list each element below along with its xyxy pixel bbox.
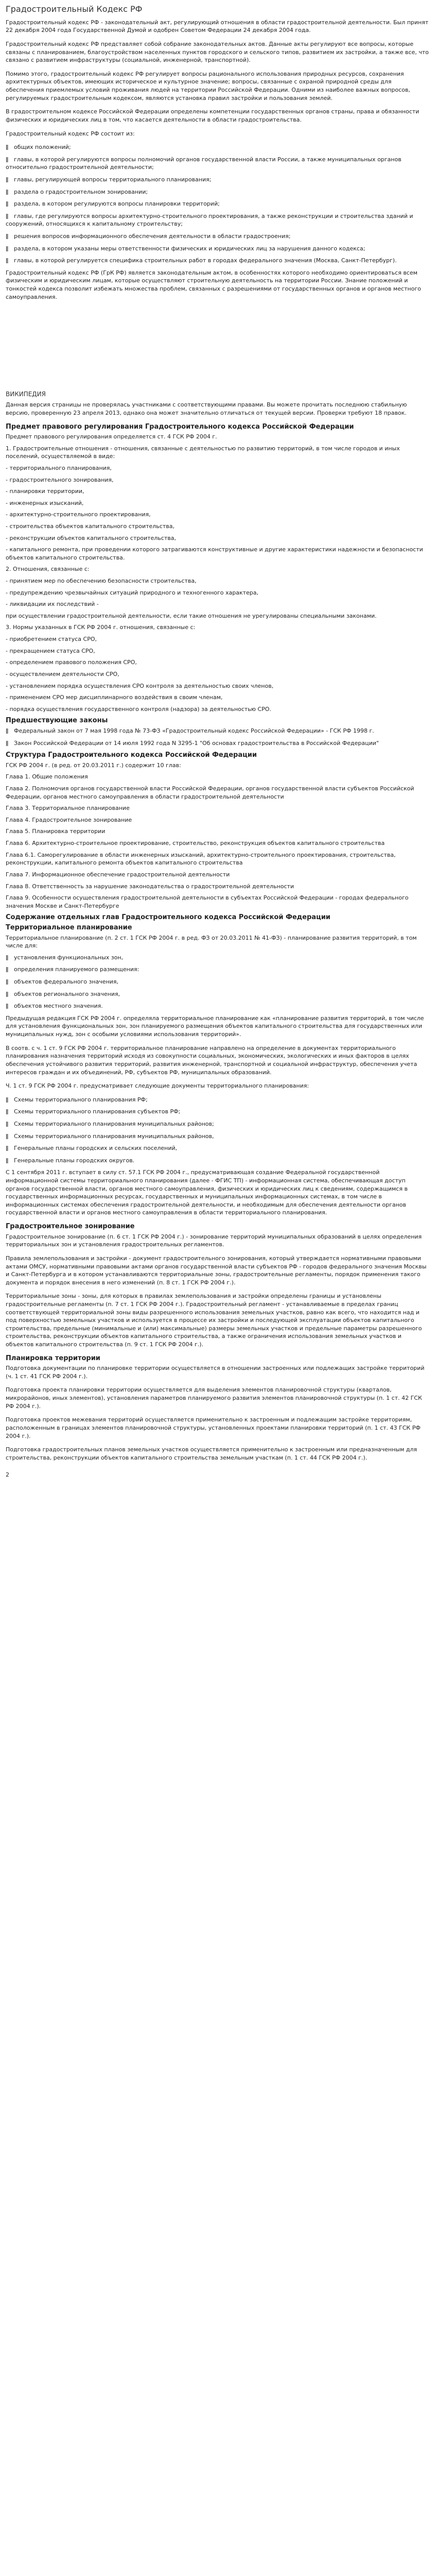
chapter-item: Глава 9. Особенности осуществления градостроительной деятельности в субъектах Российской Федерации - городах федерального значения Москве и Санкт-Петербурге [6,894,409,909]
subject-line: - принятием мер по обеспечению безопасности строительства, [6,578,197,585]
bullet-marker-icon: ǁ [6,727,9,734]
subject-line: - определением правового положения СРО, [6,659,137,666]
planning-heading: Планировка территории [6,1354,100,1362]
chapter-item: Глава 8. Ответственность за нарушение законодательства о градостроительной деятельности [6,883,294,890]
page-number: 2 [6,1471,9,1479]
blank-gap [6,307,430,388]
subject-line: - ликвидации их последствий - [6,601,99,608]
bullet-marker-icon: ǁ [6,978,9,986]
list-item: ǁ раздела, в котором указаны меры ответственности физических и юридических лиц за нарушения данного кодекса; [6,245,365,252]
structure-intro: ГСК РФ 2004 г. (в ред. от 20.03.2011 г.) содержит 10 глав: [6,761,181,769]
list-item: ǁ Схемы территориального планирования РФ; [6,1096,148,1103]
subject-line: - строительства объектов капитального строительства, [6,523,175,530]
bullet-marker-icon: ǁ [6,232,9,240]
list-item: ǁ Схемы территориального планирования субъектов РФ; [6,1108,181,1115]
intro-paragraph: Градостроительный кодекс РФ - законодательный акт, регулирующий отношения в области градостроительной деятельности. Был принят 22 декабря 2004 года Государственной Думой и одобрен Советом Федерации 24 декабря 2004 года. [6,19,429,34]
subject-line: - осуществлением деятельности СРО, [6,670,119,677]
list-item: ǁ Закон Российской Федерации от 14 июля 1992 года N 3295-1 "Об основах градостроительства в Российской Федерации" [6,739,379,747]
list-item: ǁ объектов местного значения. [6,1003,103,1010]
planning-paragraph: Подготовка документации по планировке территории осуществляется в отношении застроенных или подлежащих застройке территорий (ч. 1 ст. 41 ГСК РФ 2004 г.). [6,1365,425,1380]
page-title: Градостроительный Кодекс РФ [6,4,143,14]
intro-paragraph: Градостроительный кодекс РФ состоит из: [6,130,135,137]
subject-line: - предупреждению чрезвычайных ситуаций природного и техногенного характера, [6,589,259,596]
bullet-marker-icon: ǁ [6,739,9,747]
subject-line: 2. Отношения, связанные с: [6,566,90,573]
list-item: ǁ раздела о градостроительном зонировании; [6,188,148,195]
list-item: ǁ главы, где регулируются вопросы архитектурно-строительного проектирования, а также реконструкции и строительства зданий и сооружений, относящихся к капитальному строительству; [6,212,413,228]
bullet-marker-icon: ǁ [6,245,9,252]
bullet-marker-icon: ǁ [6,257,9,264]
bullet-marker-icon: ǁ [6,1108,9,1115]
list-item: ǁ главы, в которой регулируются вопросы полномочий органов государственной власти России, а также муниципальных органов относительно градостроительной деятельности; [6,156,402,171]
zoning-paragraph: Правила землепользования и застройки - документ градостроительного зонирования, который утверждается нормативными правовыми актами ОМСУ, нормативными правовыми актами органов государственной власти субъектов РФ - городов федерального значения Москвы и Санкт-Петербурга и в котором устанавливаются территориальные зоны, градостроительные регламенты, порядок применения такого документа и порядок внесения в него изменений (п. 8 ст. 1 ГСК РФ 2004 г.). [6,1255,427,1286]
chapter-item: Глава 5. Планировка территории [6,828,106,835]
tp-list [6,954,430,1010]
bullet-marker-icon: ǁ [6,1145,9,1152]
intro-paragraph: Помимо этого, градостроительный кодекс РФ регулирует вопросы рационального использования природных ресурсов, сохранения архитектурных объектов, имеющих историческое и культурное значение; вопросы, связанные с охраной природной среды для обеспечения приемлемых условий проживания людей на территории Российской Федерации. Одними из наиболее важных вопросов, регулируемых градостроительным кодексом, являются установка правил застройки и пользования землей. [6,70,410,101]
chapter-item: Глава 2. Полномочия органов государственной власти Российской Федерации, органов государственной власти субъектов Российской Федерации, органов местного самоуправления в области градостроительной деятельности [6,785,414,800]
tp-intro: Территориальное планирование (п. 2 ст. 1 ГСК РФ 2004 г. в ред. ФЗ от 20.03.2011 № 41-ФЗ) - планирование развития территорий, в том числе для: [6,934,417,950]
summary-paragraph: Градостроительный кодекс РФ (ГрК РФ) является законодательным актом, в особенностях которого необходимо ориентироваться всем физическим и юридическим лицам, которые осуществляют строительную деятельность на территории России. Знание положений и тонкостей кодекса позволит избежать множества проблем, связанных с разрешениями от государственных органов и органов местного самоуправления. [6,269,421,300]
intro-section [6,19,430,138]
subject-line: - инженерных изысканий, [6,499,84,506]
tp-docs-list [6,1096,430,1165]
subject-line: - архитектурно-строительного проектирования, [6,511,151,518]
tp-paragraph: В соотв. с ч. 1 ст. 9 ГСК РФ 2004 г. территориальное планирование направлено на определение в документах территориального планирования назначения территорий исходя из совокупности социальных, экономических, экологических и иных факторов в целях обеспечения устойчивого развития территорий, развития инженерной, транспортной и социальной инфраструктур, обеспечения учета интересов граждан и их объединений, РФ, субъектов РФ, муниципальных образований. [6,1044,417,1076]
territorial-planning-heading: Территориальное планирование [6,923,132,931]
list-item: ǁ определения планируемого размещения: [6,966,139,973]
bullet-marker-icon: ǁ [6,966,9,973]
wiki-label: ВИКИПЕДИЯ [6,391,46,398]
subject-list [6,433,430,713]
planning-paragraph: Подготовка проектов межевания территорий осуществляется применительно к застроенным и подлежащим застройке территориям, расположенным в границах элементов планировочной структуры, установленных проектами планировки территорий (п. 1 ст. 43 ГСК РФ 2004 г.). [6,1416,421,1439]
list-item: ǁ Схемы территориального планирования муниципальных районов; [6,1120,214,1127]
subject-line: - установлением порядка осуществления СРО контроля за деятельностью своих членов, [6,682,274,689]
list-item: ǁ главы, в которой регулируется специфика строительных работ в городах федерального значения (Москва, Санкт-Петербург). [6,257,397,264]
subject-line: - планировки территории, [6,488,84,495]
list-item: ǁ главы, регулирующей вопросы территориального планирования; [6,176,212,183]
bullet-marker-icon: ǁ [6,1132,9,1140]
zoning-heading: Градостроительное зонирование [6,1223,135,1231]
planning-paragraph: Подготовка проекта планировки территории осуществляется для выделения элементов планировочной структуры (кварталов, микрорайонов, иных элементов), установления параметров планируемого развития элементов планировочной структуры (п. 1 ст. 42 ГСК РФ 2004 г.). [6,1386,422,1410]
tp-after-paragraph: С 1 сентября 2011 г. вступает в силу ст. 57.1 ГСК РФ 2004 г., предусматривающая создание Федеральной государственной информационной системы территориального планирования (далее - ФГИС ТП) - информационная система, обеспечивающая доступ органов государственной власти, органов местного самоуправления, физических и юридических лиц к сведениям, содержащимся в государственных информационных ресурсах, государственных и муниципальных информационных системах, в том числе в информационных системах обеспечения градостроительной деятельности, и необходимым для обеспечения деятельности органов государственной власти и органов местного самоуправления в области территориального планирования. [6,1169,408,1216]
chapter-item: Глава 6.1. Саморегулирование в области инженерных изысканий, архитектурно-строительного проектирования, строительства, реконструкции, капитального ремонта объектов капитального строительства [6,851,396,867]
content-heading: Содержание отдельных глав Градостроительного кодекса Российской Федерации [6,913,330,922]
subject-line: 1. Градостроительные отношения - отношения, связанные с деятельностью по развитию территорий, в том числе городов и иных поселений, осуществляемой в виде: [6,445,400,460]
chapters-list [6,773,430,910]
subject-line: - капитального ремонта, при проведении которого затрагиваются конструктивные и другие характеристики надежности и безопасности объектов капитального строительства. [6,546,423,561]
subject-line: - реконструкции объектов капитального строительства, [6,534,176,541]
bullet-marker-icon: ǁ [6,990,9,997]
list-item: ǁ объектов федерального значения, [6,978,119,986]
list-item: ǁ объектов регионального значения, [6,990,120,997]
previous-laws-list [6,727,430,747]
subject-line: при осуществлении градостроительной деятельности, если такие отношения не урегулированы специальными законами. [6,612,377,619]
planning-paragraph: Подготовка градостроительных планов земельных участков осуществляется применительно к застроенным или предназначенным для строительства, реконструкции объектов капитального строительства земельным участкам (п. 1 ст. 44 ГСК РФ 2004 г.). [6,1446,417,1461]
list-item: ǁ Генеральные планы городских округов. [6,1157,135,1164]
bullet-marker-icon: ǁ [6,1003,9,1010]
subject-line: - территориального планирования, [6,464,112,471]
list-item: ǁ общих положений; [6,144,71,151]
previous-laws-heading: Предшествующие законы [6,717,108,725]
zoning-paragraph: Градостроительное зонирование (п. 6 ст. 1 ГСК РФ 2004 г.) - зонирование территорий муниципальных образований в целях определения территориальных зон и установления градостроительных регламентов. [6,1233,422,1248]
bullet-marker-icon: ǁ [6,156,9,163]
version-note: Данная версия страницы не проверялась участниками с соответствующими правами. Вы можете прочитать последнюю стабильную версию, проверенную 23 апреля 2013, однако она может значительно отличаться от текущей версии. Проверки требуют 18 правок. [6,401,407,416]
zoning-paragraph: Территориальные зоны - зоны, для которых в правилах землепользования и застройки определены границы и установлены градостроительные регламенты (п. 7 ст. 1 ГСК РФ 2004 г.). Градостроительный регламент - устанавливаемые в пределах границ соответствующей территориальной зоны виды разрешенного использования земельных участков, равно как всего, что находится над и под поверхностью земельных участков и используется в процессе их застройки и последующей эксплуатации объектов капитального строительства, предельные (минимальные и (или) максимальные) размеры земельных участков и предельные параметры разрешенного строительства, реконструкции объектов капитального строительства, а также ограничения использования земельных участков и объектов капитального строительства (п. 9 ст. 1 ГСК РФ 2004 г.). [6,1293,422,1348]
bullet-marker-icon: ǁ [6,212,9,219]
tp-paragraph: Ч. 1 ст. 9 ГСК РФ 2004 г. предусматривает следующие документы территориального планирования: [6,1082,309,1090]
list-item: ǁ раздела, в котором регулируются вопросы планировки территорий; [6,200,220,208]
chapter-item: Глава 1. Общие положения [6,773,88,781]
subject-line: - прекращением статуса СРО, [6,647,95,654]
list-item: ǁ Генеральные планы городских и сельских поселений, [6,1145,178,1152]
subject-line: - порядка осуществления государственного контроля (надзора) за деятельностью СРО. [6,705,271,713]
intro-paragraph: Градостроительный кодекс РФ представляет собой собрание законодательных актов. Данные акты регулируют все вопросы, которые связаны с планированием, благоустройством населенных пунктов городского и сельского типов, развитием их застройки, а также все, что связано с развитием инфраструктуры (социальной, инженерной, транспортной). [6,41,429,64]
subject-heading: Предмет правового регулирования Градостроительного кодекса Российской Федерации [6,422,354,431]
bullet-marker-icon: ǁ [6,1096,9,1103]
intro-paragraph: В градостроительном кодексе Российской Федерации определены компетенции государственных органов страны, права и обязанности физических и юридических лиц в том, что касается деятельности в области градостроительства. [6,108,420,123]
subject-line: - применением СРО мер дисциплинарного воздействия в своим членам, [6,694,223,701]
subject-line: Предмет правового регулирования определяется ст. 4 ГСК РФ 2004 г. [6,433,217,440]
list-item: ǁ Федеральный закон от 7 мая 1998 года № 73-ФЗ «Градостроительный кодекс Российской Федерации» - ГСК РФ 1998 г. [6,727,374,734]
bullet-marker-icon: ǁ [6,144,9,151]
structure-heading: Структура Градостроительного кодекса Российской Федерации [6,751,257,759]
bullet-marker-icon: ǁ [6,188,9,195]
bullet-marker-icon: ǁ [6,200,9,208]
subject-line: 3. Нормы указанных в ГСК РФ 2004 г. отношения, связанные с: [6,624,196,631]
composition-list [6,143,430,265]
chapter-item: Глава 3. Территориальное планирование [6,805,130,812]
chapter-item: Глава 4. Градостроительное зонирование [6,816,132,823]
chapter-item: Глава 7. Информационное обеспечение градостроительной деятельности [6,871,230,878]
bullet-marker-icon: ǁ [6,1120,9,1127]
tp-paragraph: Предыдущая редакция ГСК РФ 2004 г. определяла территориальное планирование как «планирование развития территорий, в том числе для установления функциональных зон, зон планируемого размещения объектов капитального строительства для государственных или муниципальных нужд, зон с особыми условиями использования территорий». [6,1014,424,1038]
subject-line: - приобретением статуса СРО, [6,636,97,643]
chapter-item: Глава 6. Архитектурно-строительное проектирование, строительство, реконструкция объектов капитального строительства [6,840,385,847]
bullet-marker-icon: ǁ [6,954,9,961]
list-item: ǁ Схемы территориального планирования муниципальных районов, [6,1132,214,1140]
list-item: ǁ решения вопросов информационного обеспечения деятельности в области градостроения; [6,232,291,240]
wiki-section [6,390,430,1462]
subject-line: - градостроительного зонирования, [6,476,114,483]
bullet-marker-icon: ǁ [6,176,9,183]
list-item: ǁ установления функциональных зон, [6,954,124,961]
bullet-marker-icon: ǁ [6,1157,9,1164]
